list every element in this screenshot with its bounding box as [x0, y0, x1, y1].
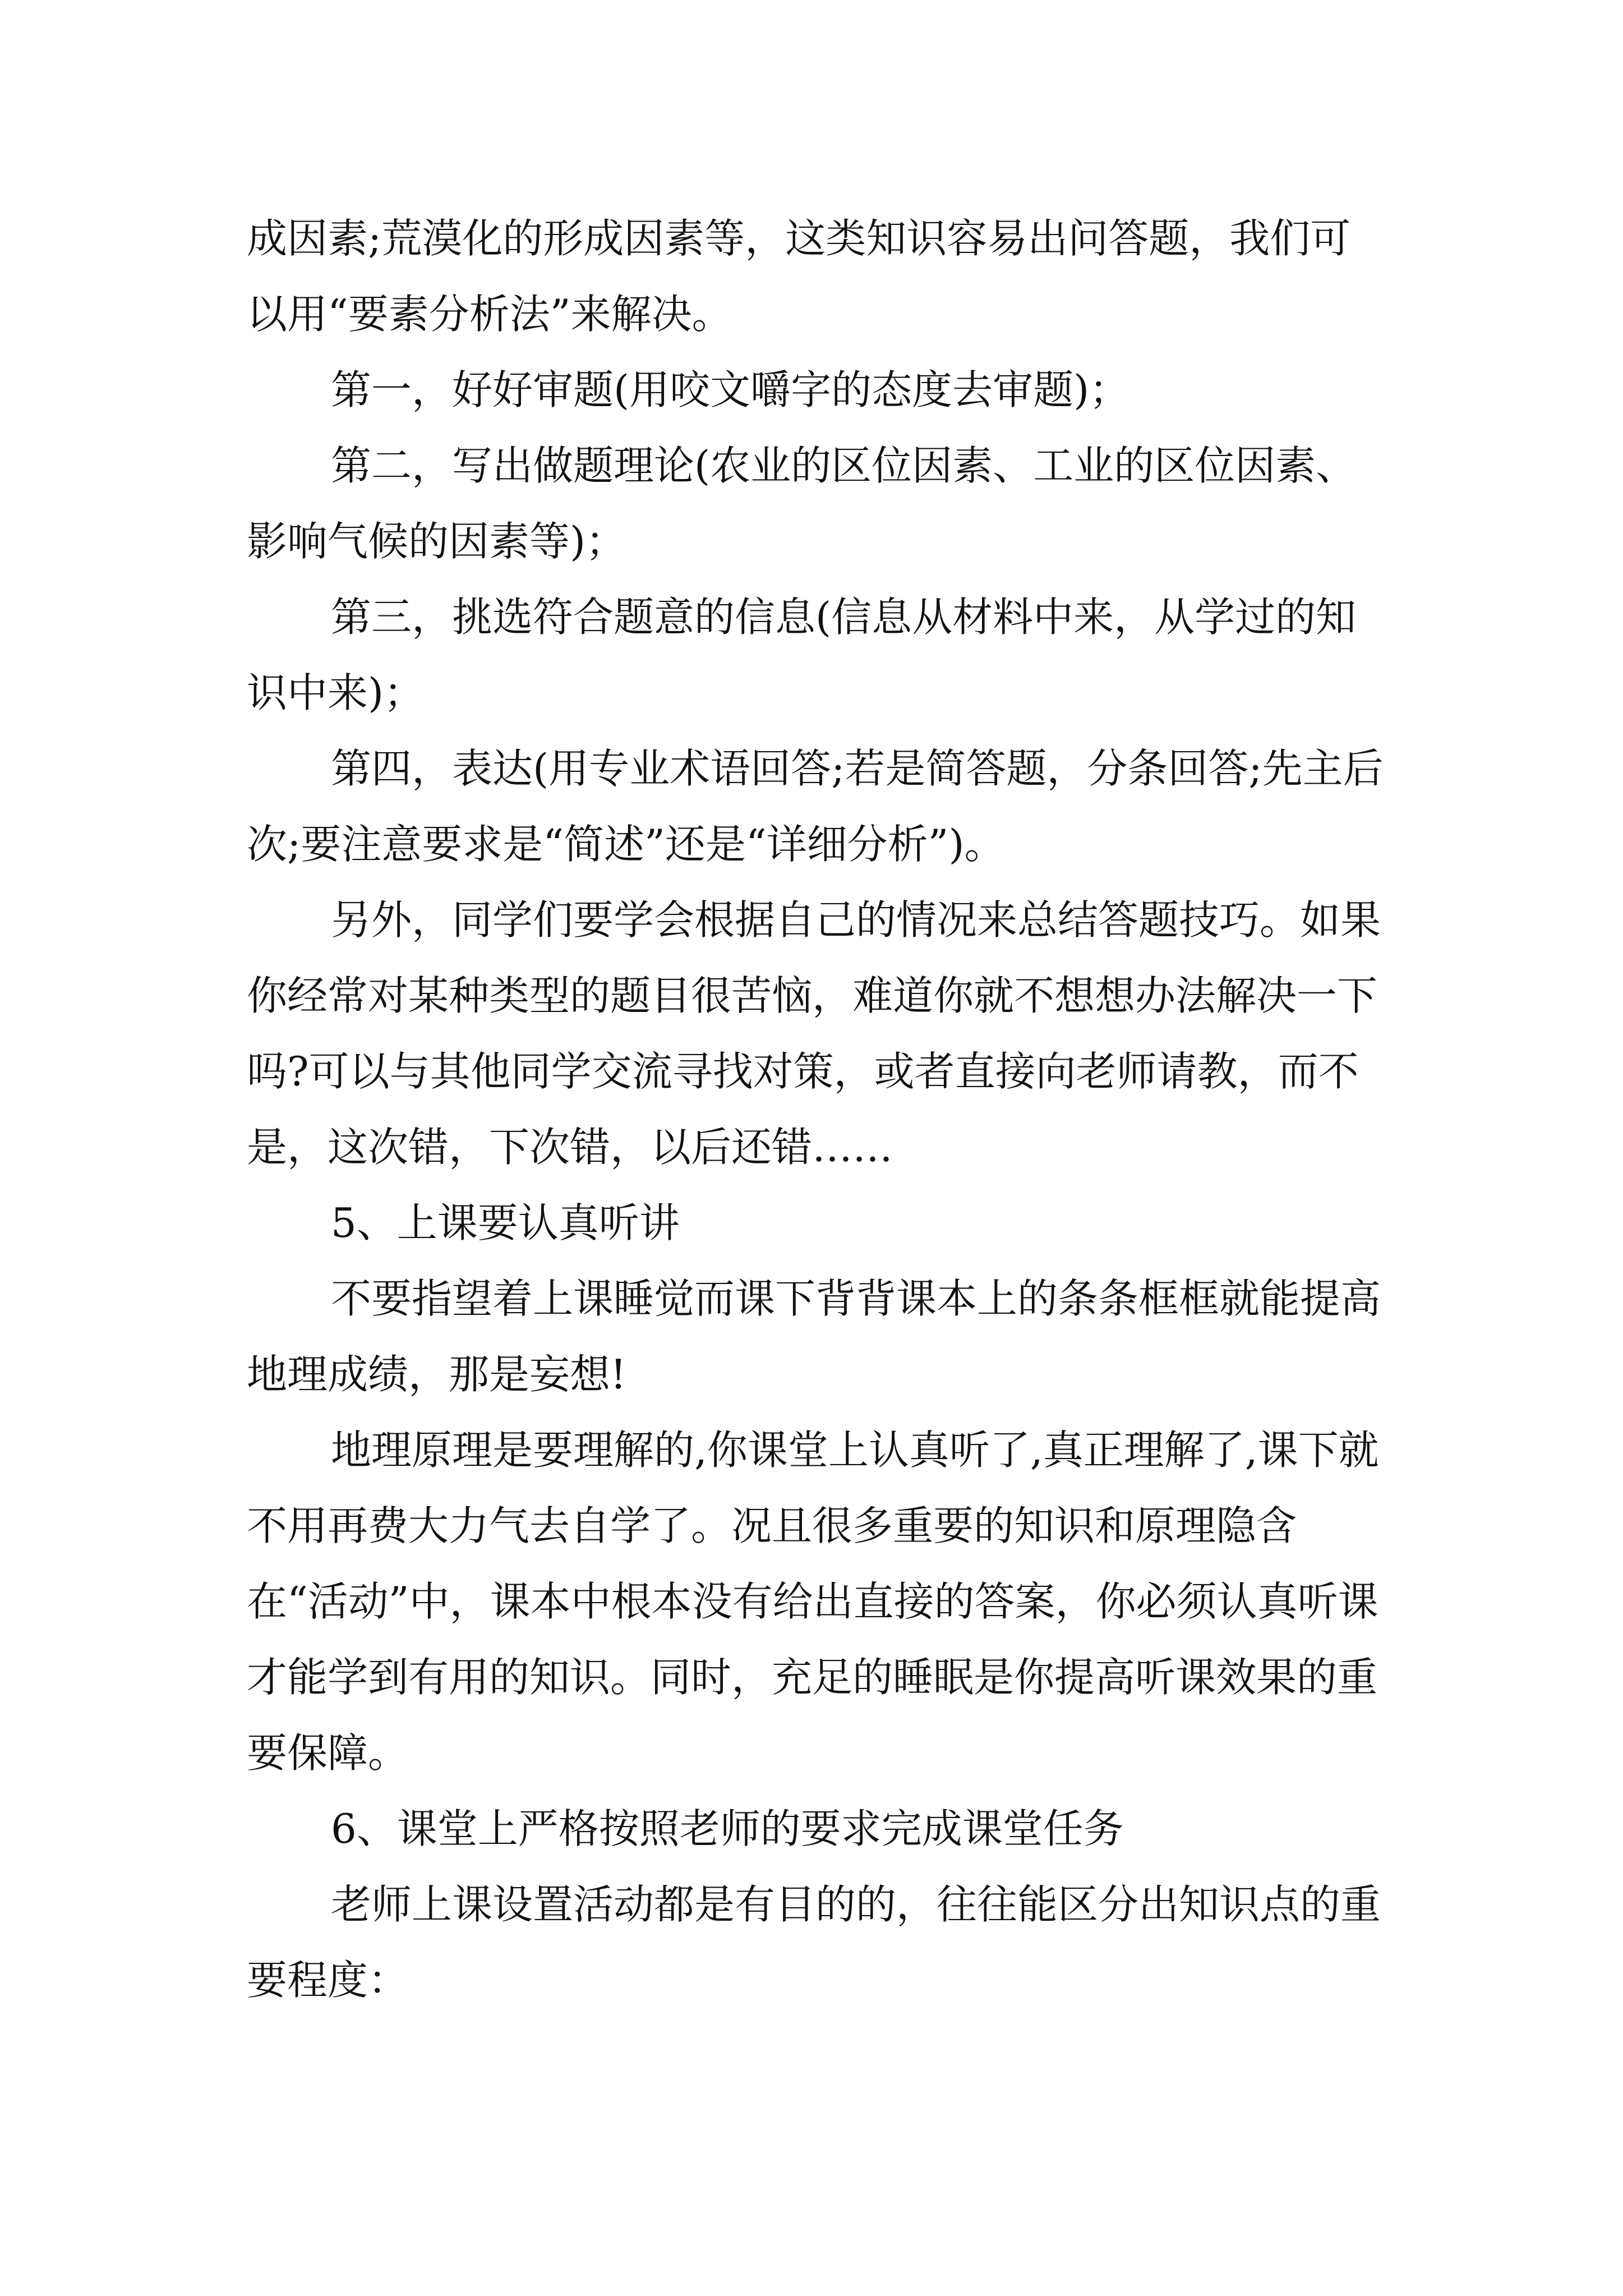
paragraph-step-four: 第四，表达(用专业术语回答;若是简答题，分条回答;先主后次;要注意要求是“简述”还是“详细分析”)。: [247, 745, 1384, 868]
paragraph-step-three: 第三，挑选符合题意的信息(信息从材料中来，从学过的知识中来)；: [247, 593, 1357, 716]
paragraph-step-one: 第一，好好审题(用咬文嚼字的态度去审题)；: [331, 366, 1130, 413]
paragraph-no-sleeping: 不要指望着上课睡觉而课下背背课本上的条条框框就能提高地理成绩，那是妄想!: [247, 1275, 1381, 1398]
document-body: [247, 201, 1391, 2018]
paragraph-teacher-activities: 老师上课设置活动都是有目的的，往往能区分出知识点的重要程度：: [247, 1881, 1381, 2004]
paragraph-step-two: 第二，写出做题理论(农业的区位因素、工业的区位因素、影响气候的因素等)；: [247, 442, 1357, 565]
section-heading-6: 6、课堂上严格按照老师的要求完成课堂任务: [331, 1805, 1124, 1852]
paragraph-continuation: 成因素;荒漠化的形成因素等，这类知识容易出问答题，我们可以用“要素分析法”来解决。: [247, 215, 1351, 338]
paragraph-geography-principles: 地理原理是要理解的,你课堂上认真听了,真正理解了,课下就不用再费大力气去自学了。况且很多重要的知识和原理隐含在“活动”中，课本中根本没有给出直接的答案，你必须认真听课才能学到有用的知识。同时，充足的睡眠是你提高听课效果的重要保障。: [247, 1427, 1379, 1777]
section-heading-5: 5、上课要认真听讲: [331, 1199, 680, 1246]
paragraph-additional-tips: 另外，同学们要学会根据自己的情况来总结答题技巧。如果你经常对某种类型的题目很苦恼，难道你就不想想办法解决一下吗?可以与其他同学交流寻找对策，或者直接向老师请教，而不是，这次错，下次错，以后还错……: [247, 896, 1381, 1171]
